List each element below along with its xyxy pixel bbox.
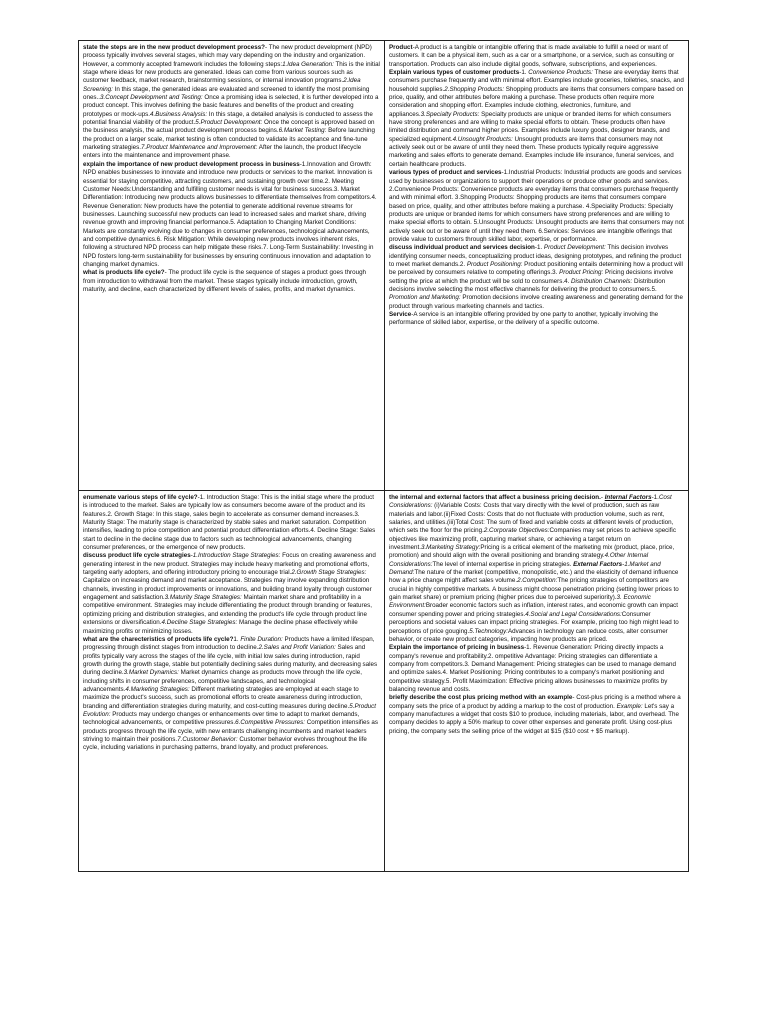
heading-text: 2.Corporate Objectives:	[483, 527, 550, 535]
heading-text: the internal and external factors that affect a business pricing decision.	[389, 494, 601, 501]
body-text: Before launching the product on a larger scale, market testing is often conducted to validate its acceptance and fine-tune marketing strategies.	[83, 127, 375, 152]
body-text: Pricing decisions involve setting the price at which the product will be sold to consumers.4.	[389, 269, 674, 285]
heading-text: 1.Idea Generation:	[282, 60, 334, 68]
body-text: Companies may set prices to achieve specific objectives like maximizing profit, capturing market share, or achieving a target return on investment.	[389, 527, 676, 552]
body-text: -1.	[534, 244, 544, 252]
body-text: Specialty products are unique or branded items for which consumers have strong preferences and are willing to make special efforts to obtain. These products often have limited distribution and command higher prices. Examples include luxury goods, designer brands, and specialized equipment.	[389, 110, 672, 143]
heading-text: 7.Product Maintenance and Improvement:	[141, 144, 258, 152]
body-text: Broader economic factors such as inflation, interest rates, and economic growth can impact consumer spending power and pricing strategies.	[389, 602, 679, 618]
paragraph	[389, 44, 684, 69]
paragraph	[83, 161, 380, 269]
cell-bottom-right	[385, 491, 688, 871]
body-text: -1.	[519, 69, 529, 77]
heading-text: discuss product life cycle strategies	[83, 552, 191, 560]
body-text: Product positioning entails determining how a product will be perceived by consumers relative to competing offerings.3.	[389, 260, 683, 277]
body-text: Different marketing strategies are employed at each stage to maximize the product's success, such as promotional efforts to create awareness during introduction, branding and differentiation strategies during maturity, and cost-cutting measures during decline.	[83, 685, 363, 710]
heading-text: Product Positioning:	[466, 260, 523, 268]
heading-text: 3.Maturity Stage Strategies:	[164, 594, 242, 602]
heading-text: 5.Technology:	[469, 627, 508, 635]
body-text: Consumer perceptions and societal values can impact pricing strategies. For example, pricing too high might lead to perceptions of price gouging.	[389, 610, 679, 635]
heading-text: 2.Shopping Products:	[444, 85, 505, 93]
heading-text: 4.Business Analysis:	[150, 110, 208, 118]
body-text: Promotion decisions involve creating awareness and generating demand for the product through various marketing channels and tactics.	[389, 294, 683, 310]
heading-text: 4.Social and Legal Considerations:	[525, 610, 622, 618]
heading-text: Distribution Channels:	[571, 277, 633, 285]
heading-text: 2.Growth Stage Strategies:	[291, 569, 367, 577]
paragraph	[389, 169, 684, 244]
body-text: This is the initial stage where ideas for new products are generated. Ideas can come from various sources such as customer feedback, market research, brainstorming sessions, or internal innovation programs.	[83, 60, 380, 85]
paragraph	[389, 644, 684, 694]
heading-text: explain the importance of new product development process in business	[83, 160, 300, 168]
body-text: -A service is an intangible offering provided by one party to another, typically involving the performance of skilled labor, expertise, or the delivery of a specific outcome.	[389, 311, 659, 327]
body-text: Focus on creating awareness and generating interest in the new product. Strategies may include heavy marketing and promotional efforts, targeting early adopters, and offering introductory pricing to encourage trial.	[83, 552, 376, 577]
body-text: -1. Introduction Stage: This is the initial stage where the product is introduced to the market. Sales are typically low as consumers become aware of the product and its features.2. Growth Stage: In this stage, sales begin to accelerate as consumer demand increases.3. Maturity Stage: The maturity stage is characterized by stable sales and market saturation. Competition intensifies, leading to price competition and potential product differentiation efforts.4. Decline Stage: Sales start to decline in the decline stage due to factors such as technological advancements, changing consumer preferences, or the emergence of new products.	[83, 494, 376, 552]
body-text: -1.Innovation and Growth: NPD enables businesses to innovate and introduce new products or services to the market. Innovation is essential for staying competitive, attracting customers, and sustaining growth over time.2. Meeting Customer Needs:Understanding and fulfilling customer needs is vital for business success.3. Market Differentiation: Introducing new products allows businesses to differentiate themselves from competitors.4. Revenue Generation: New products have the potential to generate additional revenue streams for businesses. Launching successful new products can lead to increased sales and market share, driving revenue growth and improving financial performance.5. Adaptation to Changing Market Conditions: Markets are constantly evolving due to changes in consumer preferences, technological advancements, and competitive dynamics.6. Risk Mitigation: While developing new products involves inherent risks, following a structured NPD process can help mitigate these risks.7. Long-Term Sustainability: Investing in NPD fosters long-term sustainability for businesses by ensuring continuous innovation and adaptation to changing market dynamics.	[83, 160, 377, 268]
heading-text: 3.Specialty Products:	[420, 110, 480, 118]
body-text: -1.	[651, 494, 659, 501]
heading-text: discuss individual product and services decision	[389, 244, 535, 252]
heading-text: 1.Introduction Stage Strategies:	[192, 552, 281, 560]
heading-text: 5.Product Evolution:	[83, 702, 377, 718]
body-text: Pricing is a critical element of the marketing mix (product, place, price, promotion) and should align with the overall positioning and branding strategy.	[389, 544, 675, 560]
heading-text: what is products life cycle?	[83, 269, 165, 277]
heading-text: 3. Economic Environment:	[389, 594, 651, 610]
body-text: Shopping products are items that consumers compare based on price, quality, and other attributes before making a purchase. These products often require more consideration and shopping effort. Examples include clothing, electronics, furniture, and appliances.	[389, 85, 684, 118]
body-text: The nature of the market (competitive, monopolistic, etc.) and the elasticity of demand influence how a price change might affect sales volume.	[389, 569, 679, 585]
heading-text: Product	[389, 44, 413, 51]
heading-text: Promotion and Marketing:	[389, 294, 461, 302]
heading-text: 4.Marketing Strategies:	[125, 685, 190, 693]
body-text: This decision involves identifying consumer needs, conceptualizing product ideas, designing prototypes, and refining the product to meet market demands.2.	[389, 244, 682, 268]
body-text: Let's say a company manufactures a widget that costs $10 to produce, including materials, labor, and overhead. The company decides to apply a 50% markup to cover other expenses and generate profit. Using cost-plus pricing, the company sets the selling price of the widget at $15 ($10 cost + $5 markup).	[389, 702, 679, 735]
body-text: Manage the decline phase effectively while maximizing profits or minimizing losses.	[83, 619, 358, 635]
heading-text: 2.Idea Screening:	[83, 77, 361, 93]
body-text: After the launch, the product lifecycle enters into the maintenance and improvement phase.	[83, 144, 362, 160]
body-text: Distribution decisions involve selecting the most effective channels for delivering the product to consumers.5.	[389, 277, 666, 293]
body-text: Products have a limited lifespan, progressing through distinct stages from introduction to decline.	[83, 635, 375, 652]
body-text: In this stage, the generated ideas are evaluated and screened to identify the most promising ones..	[83, 85, 370, 102]
heading-text: -1.Market and Demand:	[389, 560, 661, 577]
cell-top-right	[385, 41, 688, 491]
heading-text: various types of product and services	[389, 169, 502, 177]
body-text: Competition intensifies as products progress through the life cycle, with new entrants challenging incumbents and market leaders striving to maintain their positions.	[83, 719, 378, 743]
heading-text: Finite Duration:	[240, 635, 283, 643]
heading-text: Cost Considerations:	[389, 494, 672, 510]
heading-text: 3.Market Dynamics:	[123, 669, 179, 677]
body-text: Advances in technology can reduce costs, alter consumer behavior, or create new product categories, impacting how products are priced.	[389, 627, 668, 643]
heading-text: 7.Customer Behavior:	[177, 735, 238, 743]
paragraph	[389, 494, 684, 644]
heading-text: Example:	[616, 702, 643, 710]
body-text: Maintain market share and profitability in a competitive environment. Strategies may include differentiating the product through branding or features, optimizing pricing and distribution strategies, and extending the product's life cycle through product line extensions or diversification.	[83, 594, 372, 627]
cell-top-left	[79, 41, 385, 491]
body-text: Capitalize on increasing demand and market acceptance. Strategies may involve expanding distribution channels, investing in product improvements or innovations, and building brand loyalty through customer engagement and satisfaction.	[83, 577, 372, 602]
paragraph	[83, 636, 380, 753]
heading-text: briefly describe the cost plus pricing method with an example	[389, 694, 573, 702]
heading-text: 5.Product Development:	[195, 119, 263, 127]
paragraph	[83, 269, 380, 294]
heading-text: enumenate various steps of life cycle?	[83, 494, 198, 501]
body-text: -	[600, 494, 605, 501]
body-text: Products may undergo changes or enhancements over time to adapt to market demands, technological advancements, or competitive pressures.	[83, 710, 360, 727]
body-text: -1.Industrial Products: Industrial products are goods and services used by businesses or organizations to support their operations or produce other goods and services. 2.Convenience Products: Convenience products are everyday items that consumers purchase frequently and with minimal effort. 3.Shopping Products: Shopping products are items that consumers compare based on price, quality, and other attributes before making a purchase. 4.Speciality Products: Specialty products are unique or branded items for which consumers have strong preferences and are willing to make special efforts to obtain. 5.Unsought Products: Unsought products are items that consumers may not actively seek out or be aware of until they need them. 6.Services: Services are intangible offerings that provide value to customers through skilled labor, expertise, or performance.	[389, 169, 684, 243]
heading-text: 2.Competition:	[517, 577, 558, 585]
heading-text: Explain the importance of pricing in business	[389, 644, 525, 652]
body-text: - The new product development (NPD) process typically involves several stages, which may vary depending on the industry and organization. However, a commonly accepted framework includes the following steps:	[83, 44, 372, 68]
heading-text: 4.Unsought Products:	[452, 135, 513, 143]
paragraph	[389, 311, 684, 328]
body-text: Market dynamics change as products move through the life cycle, including shifts in consumer preferences, competitive landscapes, and technological advancements.	[83, 669, 362, 693]
paragraph	[83, 552, 380, 635]
paragraph	[389, 694, 684, 736]
heading-text: 4.Other Internal Considerations:	[389, 552, 649, 568]
heading-text: Service	[389, 311, 412, 318]
body-text: These are everyday items that consumers purchase frequently and with minimal effort. Examples include groceries, toiletries, snacks, and household supplies.	[389, 69, 684, 93]
body-text: -	[190, 552, 193, 560]
heading-text: Internal Factors	[604, 494, 652, 501]
heading-text: Product Development:	[543, 244, 606, 252]
heading-text: 3.Concept Development and Testing:	[100, 94, 203, 102]
heading-text: 4.Decline Stage Strategies:	[161, 619, 238, 627]
heading-text: state the steps are in the new product development process?	[83, 44, 265, 51]
paragraph	[389, 69, 684, 169]
heading-text: 2.Sales and Profit Variation:	[258, 644, 336, 652]
body-text: - Cost-plus pricing is a method where a company sets the price of a product by adding a markup to the cost of production.	[389, 694, 681, 710]
paragraph	[83, 494, 380, 552]
body-text: Sales and profits typically vary across the stages of the life cycle, with initial low sales during introduction, rapid growth during the growth stage, stable but potentially declining sales during maturity, and decreasing sales during decline.	[83, 644, 378, 677]
body-text: In this stage, a detailed analysis is conducted to assess the potential financial viability of the product.	[83, 110, 373, 127]
body-text: Once the concept is approved based on the business analysis, the actual product development process begins.	[83, 119, 375, 135]
paragraph	[389, 244, 684, 311]
body-text: -1. Revenue Generation: Pricing directly impacts a company's revenue and profitability.2. ompetitive Advantage: Pricing strategies can differentiate a company from competitors.3. Demand Management: Pricing strategies can be used to manage demand and optimize sales.4. Market Positioning: Pricing contributes to a company's market positioning and competitive strategy.5. Profit Maximization: Effective pricing allows businesses to maximize profits by balancing revenue and costs.	[389, 644, 676, 693]
heading-text: Convenience Products:	[528, 69, 593, 77]
heading-text: 6.Competitive Pressures:	[235, 719, 305, 727]
body-text: 1.	[233, 635, 241, 643]
heading-text: 3.Marketing Strategy:	[420, 544, 481, 552]
heading-text: what are the charecteristics of products life cycle?	[83, 635, 234, 643]
body-text: -A product is a tangible or intangible offering that is made available to fulfill a need or want of customers. It can be a physical item, such as a car or a smartphone, or a service, such as consulting or transportation. Products can also include digital goods, software, subscriptions, and experiences.	[389, 44, 675, 68]
heading-text: 6.Market Testing:	[278, 127, 327, 135]
body-text: Once a promising idea is selected, it is further developed into a product concept. This involves defining the basic features and benefits of the product and creating prototypes or mock-ups.	[83, 94, 379, 118]
heading-text: Explain various types of customer products	[389, 69, 520, 77]
body-text: - The product life cycle is the sequence of stages a product goes through from introduction to withdrawal from the market. These stages typically include introduction, growth, maturity, and decline, each characterized by different levels of sales, profits, and market dynamics.	[83, 269, 367, 293]
paragraph	[83, 44, 380, 161]
notes-table	[78, 40, 689, 872]
body-text: (i)Variable Costs: Costs that vary directly with the level of production, such as raw materials and labor.(ii)Fixed Costs: Costs that do not fluctuate with production volume, such as rent, salaries, and utilities.(iii)Total Cost: The sum of fixed and variable costs at different levels of production, which sets the floor for the pricing.	[389, 502, 674, 535]
cell-bottom-left	[79, 491, 385, 871]
body-text: The level of internal expertise in pricing strategies.	[432, 560, 574, 568]
heading-text: External Factors	[573, 560, 623, 568]
body-text: Unsought products are items that consumers may not actively seek out or be aware of until they need them. These products typically require aggressive marketing and sales efforts to generate demand. Examples include life insurance, funeral services, and certain healthcare products.	[389, 135, 674, 168]
body-text: The pricing strategies of competitors are crucial in highly competitive markets. A business might choose penetration pricing (setting lower prices to gain market share) or premium pricing (higher prices due to perceived superiority).	[389, 577, 679, 602]
heading-text: Product Pricing:	[559, 269, 604, 277]
body-text: Customer behavior evolves throughout the life cycle, including variations in purchasing patterns, brand loyalty, and product preferences.	[83, 735, 367, 752]
